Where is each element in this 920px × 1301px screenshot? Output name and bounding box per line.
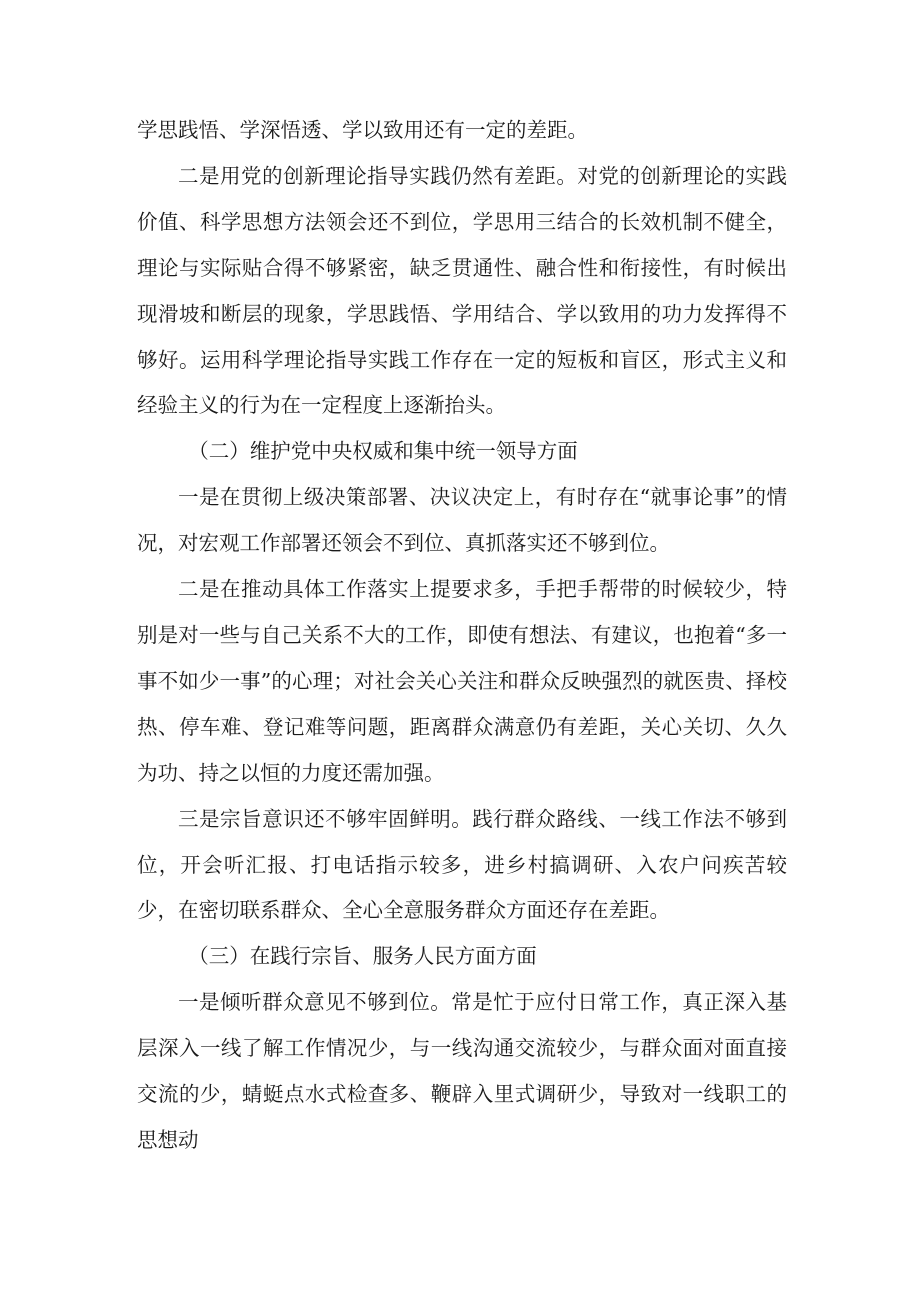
section-heading-3: （三）在践行宗旨、服务人民方面方面 bbox=[188, 944, 537, 969]
document-body bbox=[137, 108, 787, 1164]
paragraph-point-2-theory-practice: 二是用党的创新理论指导实践仍然有差距。对党的创新理论的实践价值、科学思想方法领会还不到位，学思用三结合的长效机制不健全，理论与实际贴合得不够紧密，缺乏贯通性、融合性和衔接性，有时候出现滑坡和断层的现象，学思践悟、学用结合、学以致用的功力发挥得不够好。运用科学理论指导实践工作存在一定的短板和盲区，形式主义和经验主义的行为在一定程度上逐渐抬头。 bbox=[137, 163, 787, 418]
paragraph-continuation: 学思践悟、学深悟透、学以致用还有一定的差距。 bbox=[137, 118, 588, 142]
paragraph-point-1-decisions: 一是在贯彻上级决策部署、决议决定上，有时存在“就事论事”的情况，对宏观工作部署还领会不到位、真抓落实还不够到位。 bbox=[137, 485, 787, 556]
section-heading-2: （二）维护党中央权威和集中统一领导方面 bbox=[188, 439, 578, 464]
paragraph-point-1-listening: 一是倾听群众意见不够到位。常是忙于应付日常工作，真正深入基层深入一线了解工作情况少，与一线沟通交流较少，与群众面对面直接交流的少，蜻蜓点水式检查多、鞭辟入里式调研少，导致对一线职工的思想动 bbox=[137, 990, 787, 1152]
paragraph-point-2-implementation: 二是在推动具体工作落实上提要求多，手把手帮带的时候较少，特别是对一些与自己关系不大的工作，即使有想法、有建议，也抱着“多一事不如少一事”的心理；对社会关心关注和群众反映强烈的就医贵、择校热、停车难、登记难等问题，距离群众满意仍有差距，关心关切、久久为功、持之以恒的力度还需加强。 bbox=[137, 577, 787, 785]
paragraph-point-3-purpose: 三是宗旨意识还不够牢固鲜明。践行群众路线、一线工作法不够到位，开会听汇报、打电话指示较多，进乡村搞调研、入农户问疾苦较少，在密切联系群众、全心全意服务群众方面还存在差距。 bbox=[137, 806, 787, 923]
